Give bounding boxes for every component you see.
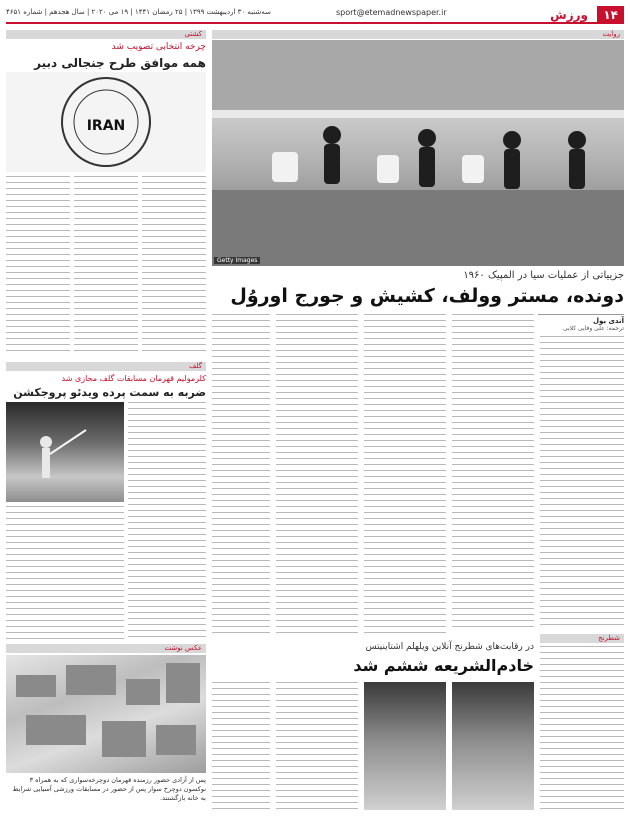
section-title: ورزش — [550, 8, 588, 22]
chess-section-bar — [540, 634, 624, 643]
wrestling-section-bar — [6, 30, 206, 39]
main-section-tag: روایت — [602, 30, 620, 38]
golf-text-col-2 — [6, 506, 124, 640]
chess-text-col-2 — [276, 682, 358, 814]
page-number: ۱۴ — [597, 6, 624, 24]
main-text-col-5 — [212, 314, 270, 636]
rooftops-illustration — [6, 655, 206, 773]
chess-text-col-3 — [212, 682, 270, 814]
main-text-col-2 — [452, 314, 534, 628]
wrestling-logo-box — [6, 72, 206, 172]
byline-author: آندی بول — [592, 317, 624, 325]
photo-note-section-tag: عکس نوشت — [164, 644, 202, 652]
runners-illustration — [212, 40, 624, 266]
main-text-col-3 — [364, 314, 446, 636]
wrestling-section-tag: کشتی — [184, 30, 202, 38]
wrestling-text-col-2 — [74, 176, 138, 356]
main-kicker: جزییاتی از عملیات سیا در المپیک ۱۹۶۰ — [463, 270, 624, 281]
photo-note-caption: پس از آزادی حضور رزمنده قهرمان دوچرخه‌سواری که به همراه ۳ نوکسون دوچرخ سوار پس از حضور در مسابقات ورزشی آسیایی شرایط به خانه بازگشتند. — [12, 776, 206, 802]
main-text-col-1 — [540, 336, 624, 628]
chess-player-photo-2 — [364, 682, 446, 810]
city-photo — [6, 655, 206, 773]
section-email[interactable]: sport@etemadnewspaper.ir — [336, 8, 447, 17]
photo-note-section-bar — [6, 644, 206, 653]
byline-translator: ترجمه: علی وفایی کلایی — [562, 325, 624, 332]
wrestling-text-col-1 — [142, 176, 206, 356]
wrestling-federation-logo — [6, 72, 206, 172]
main-photo — [212, 40, 624, 266]
golf-photo — [6, 402, 124, 502]
wrestling-headline: همه موافق طرح جنجالی دبیر — [34, 56, 206, 70]
chess-headline: خادم‌الشریعه ششم شد — [353, 656, 534, 675]
main-headline: دونده، مستر وولف، کشیش و جورج اوروُل — [230, 285, 624, 307]
main-text-col-4 — [276, 314, 358, 636]
logo-iran-text: IRAN — [86, 118, 126, 134]
golf-headline: ضربه به سمت پرده ویدئو پروجکشن — [13, 386, 206, 399]
wrestling-kicker: چرخه انتخابی تصویب شد — [111, 42, 206, 52]
golf-kicker: کلرمولیم قهرمان مسابقات گلف مجازی شد — [61, 374, 206, 383]
main-section-bar — [212, 30, 624, 39]
golf-section-bar — [6, 362, 206, 371]
page-header — [6, 6, 624, 24]
golf-text-col-1 — [128, 402, 206, 640]
chess-player-photo-1 — [452, 682, 534, 810]
chess-text-col-right — [540, 646, 624, 814]
byline-box — [538, 314, 624, 332]
dateline: سه‌شنبه ۳۰ اردیبهشت ۱۳۹۹ | ۲۵ رمضان ۱۴۴۱ | ۱۹ می ۲۰۲۰ | سال هجدهم | شماره ۴۶۵۱ — [6, 8, 271, 16]
wrestling-text-col-3 — [6, 176, 70, 356]
photo-credit: Getty Images — [214, 257, 260, 264]
chess-kicker: در رقابت‌های شطرنج آنلاین ویلهلم اشتاینیتس — [365, 642, 534, 652]
golfer-illustration — [6, 402, 124, 502]
golf-section-tag: گلف — [189, 362, 202, 370]
chess-section-tag: شطرنج — [598, 634, 620, 642]
